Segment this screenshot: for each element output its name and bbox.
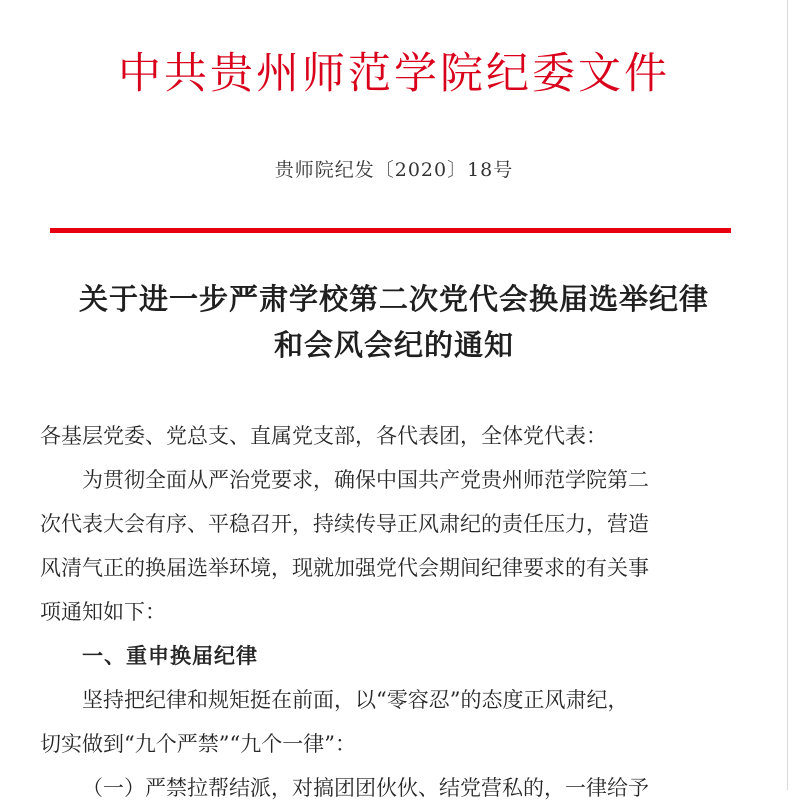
- intro-paragraph-line: 次代表大会有序、平稳召开，持续传导正风肃纪的责任压力，营造: [40, 512, 649, 536]
- salutation: 各基层党委、党总支、直属党支部，各代表团，全体党代表：: [40, 424, 607, 448]
- intro-paragraph-line: 风清气正的换届选举环境，现就加强党代会期间纪律要求的有关事: [40, 556, 649, 580]
- document-body: [40, 414, 740, 810]
- list-item-line: （一）严禁拉帮结派，对搞团团伙伙、结党营私的，一律给予: [82, 776, 649, 800]
- notice-title: [30, 276, 758, 368]
- section-paragraph-line: 切实做到“九个严禁”“九个一律”：: [40, 732, 356, 756]
- notice-title-line-1: 关于进一步严肃学校第二次党代会换届选举纪律: [78, 282, 709, 316]
- red-separator-line: [50, 228, 731, 233]
- intro-paragraph-line: 为贯彻全面从严治党要求，确保中国共产党贵州师范学院第二: [82, 468, 649, 492]
- document-issuer-title: 中共贵州师范学院纪委文件: [118, 49, 670, 99]
- notice-title-line-2: 和会风会纪的通知: [273, 328, 514, 362]
- document-number: 贵师院纪发〔2020〕18号: [274, 159, 514, 181]
- section-heading: 一、重申换届纪律: [82, 644, 258, 668]
- intro-paragraph-line: 项通知如下：: [40, 600, 166, 624]
- section-paragraph-line: 坚持把纪律和规矩挺在前面，以“零容忍”的态度正风肃纪，: [82, 688, 629, 712]
